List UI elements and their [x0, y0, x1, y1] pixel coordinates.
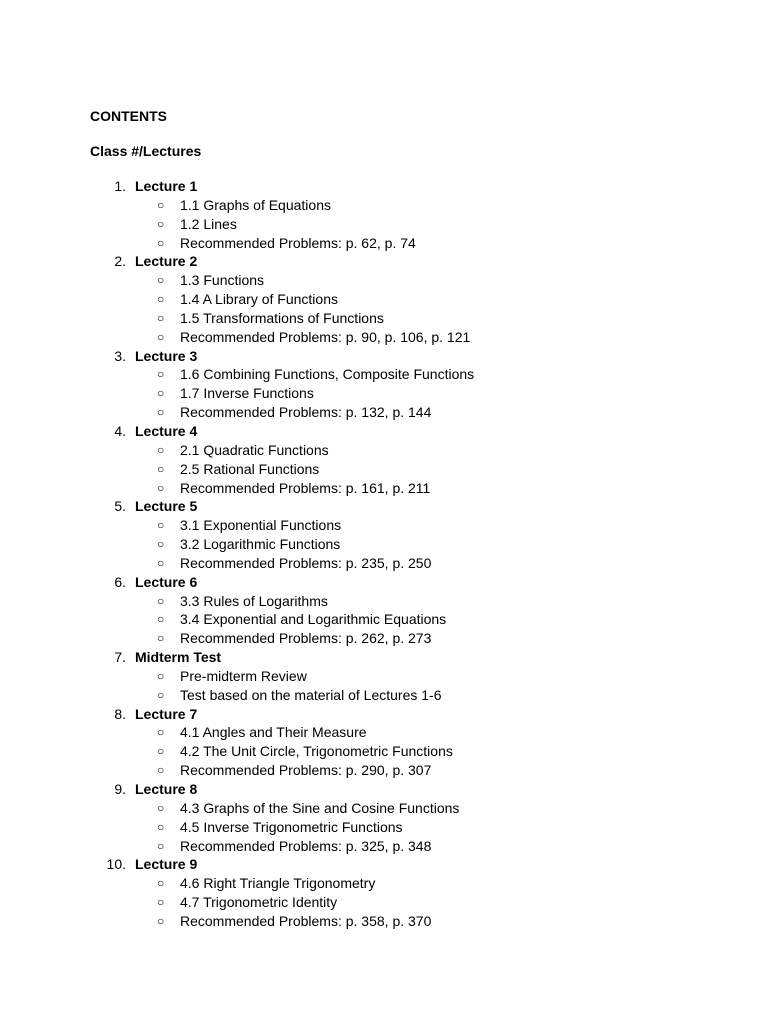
topic-list [90, 516, 730, 573]
topic-text: Recommended Problems: p. 358, p. 370 [180, 912, 432, 929]
lecture-title: Lecture 1 [135, 178, 198, 194]
hollow-circle-bullet-icon: ○ [157, 800, 165, 815]
topic-text: 3.3 Rules of Logarithms [180, 592, 328, 609]
topic-text: 1.6 Combining Functions, Composite Functions [180, 366, 475, 383]
topic-text: 1.5 Transformations of Functions [180, 309, 384, 326]
topic-text: 1.4 A Library of Functions [180, 291, 338, 308]
hollow-circle-bullet-icon: ○ [157, 235, 165, 250]
lecture-number: 2. [114, 253, 126, 270]
topic-item [90, 799, 730, 818]
topic-item [90, 837, 730, 856]
hollow-circle-bullet-icon: ○ [157, 668, 165, 683]
lecture-number: 7. [114, 649, 126, 666]
topic-text: 1.7 Inverse Functions [180, 385, 314, 402]
hollow-circle-bullet-icon: ○ [157, 593, 165, 608]
topic-item [90, 610, 730, 629]
hollow-circle-bullet-icon: ○ [157, 744, 165, 759]
lecture-title: Lecture 9 [135, 856, 198, 873]
hollow-circle-bullet-icon: ○ [157, 518, 165, 533]
topic-item [90, 686, 730, 705]
hollow-circle-bullet-icon: ○ [157, 913, 165, 928]
topic-text: 3.1 Exponential Functions [180, 517, 342, 534]
topic-item [90, 629, 730, 648]
lecture-title: Lecture 3 [135, 347, 198, 364]
hollow-circle-bullet-icon: ○ [157, 461, 165, 476]
topic-text: 4.2 The Unit Circle, Trigonometric Functions [180, 743, 453, 760]
topic-text: 4.5 Inverse Trigonometric Functions [180, 818, 403, 835]
topic-item [90, 516, 730, 535]
topic-text: 3.4 Exponential and Logarithmic Equations [180, 611, 447, 628]
topic-text: Pre-midterm Review [180, 667, 307, 684]
lecture-item [90, 855, 730, 930]
lecture-title: Lecture 5 [135, 498, 198, 515]
lecture-item [90, 573, 730, 648]
topic-list [90, 365, 730, 422]
hollow-circle-bullet-icon: ○ [157, 537, 165, 552]
lecture-number: 10. [106, 856, 126, 873]
page-title: CONTENTS [90, 108, 167, 124]
topic-text: Recommended Problems: p. 161, p. 211 [180, 479, 431, 496]
topic-item [90, 479, 730, 498]
topic-item [90, 384, 730, 403]
topic-item [90, 460, 730, 479]
topic-text: Test based on the material of Lectures 1-6 [180, 686, 442, 703]
topic-text: 1.3 Functions [180, 272, 265, 289]
lecture-number: 5. [114, 498, 126, 515]
topic-item [90, 554, 730, 573]
topic-text: Recommended Problems: p. 235, p. 250 [180, 554, 432, 571]
lecture-number: 3. [114, 347, 126, 364]
topic-item [90, 309, 730, 328]
hollow-circle-bullet-icon: ○ [157, 329, 165, 344]
topic-item [90, 403, 730, 422]
topic-text: Recommended Problems: p. 325, p. 348 [180, 837, 432, 854]
lecture-title: Lecture 4 [135, 422, 198, 439]
hollow-circle-bullet-icon: ○ [157, 197, 165, 212]
topic-list [90, 271, 730, 346]
hollow-circle-bullet-icon: ○ [157, 631, 165, 646]
topic-item [90, 365, 730, 384]
topic-text: Recommended Problems: p. 290, p. 307 [180, 762, 432, 779]
lecture-number: 1. [114, 178, 126, 194]
topic-item [90, 893, 730, 912]
topic-list [90, 667, 730, 705]
hollow-circle-bullet-icon: ○ [157, 819, 165, 834]
topic-text: 4.6 Right Triangle Trigonometry [180, 875, 376, 892]
topic-item [90, 271, 730, 290]
lecture-number: 6. [114, 573, 126, 590]
lecture-title: Lecture 7 [135, 705, 198, 722]
topic-text: 2.1 Quadratic Functions [180, 441, 329, 458]
topic-item [90, 667, 730, 686]
lecture-item [90, 780, 730, 855]
topic-list [90, 723, 730, 780]
topic-item [90, 874, 730, 893]
hollow-circle-bullet-icon: ○ [157, 687, 165, 702]
lecture-title: Lecture 6 [135, 573, 198, 590]
topic-text: 4.3 Graphs of the Sine and Cosine Functions [180, 799, 460, 816]
topic-item [90, 328, 730, 347]
hollow-circle-bullet-icon: ○ [157, 555, 165, 570]
topic-list [90, 196, 730, 253]
lecture-item [90, 422, 730, 497]
topic-text: Recommended Problems: p. 62, p. 74 [180, 234, 416, 251]
hollow-circle-bullet-icon: ○ [157, 405, 165, 420]
topic-item [90, 535, 730, 554]
hollow-circle-bullet-icon: ○ [157, 725, 165, 740]
topic-item [90, 761, 730, 780]
lecture-item [90, 177, 730, 252]
hollow-circle-bullet-icon: ○ [157, 838, 165, 853]
hollow-circle-bullet-icon: ○ [157, 273, 165, 288]
topic-item [90, 592, 730, 611]
hollow-circle-bullet-icon: ○ [157, 480, 165, 495]
lecture-item [90, 347, 730, 422]
hollow-circle-bullet-icon: ○ [157, 612, 165, 627]
topic-list [90, 592, 730, 649]
lecture-title: Midterm Test [135, 649, 222, 666]
topic-list [90, 799, 730, 856]
topic-text: 3.2 Logarithmic Functions [180, 536, 341, 553]
topic-text: 1.1 Graphs of Equations [180, 196, 331, 213]
topic-item [90, 234, 730, 253]
hollow-circle-bullet-icon: ○ [157, 292, 165, 307]
section-subtitle: Class #/Lectures [90, 143, 202, 159]
topic-item [90, 215, 730, 234]
topic-item [90, 290, 730, 309]
hollow-circle-bullet-icon: ○ [157, 386, 165, 401]
topic-item [90, 196, 730, 215]
document-page [90, 108, 730, 947]
hollow-circle-bullet-icon: ○ [157, 876, 165, 891]
topic-text: Recommended Problems: p. 262, p. 273 [180, 630, 432, 647]
lecture-item [90, 252, 730, 346]
topic-item [90, 742, 730, 761]
lecture-number: 8. [114, 705, 126, 722]
hollow-circle-bullet-icon: ○ [157, 442, 165, 457]
topic-item [90, 723, 730, 742]
topic-item [90, 818, 730, 837]
lecture-item [90, 648, 730, 705]
topic-item [90, 441, 730, 460]
lecture-title: Lecture 8 [135, 781, 198, 797]
lecture-number: 9. [114, 781, 126, 797]
topic-item [90, 912, 730, 931]
topic-text: 4.7 Trigonometric Identity [180, 894, 338, 911]
lecture-list [90, 177, 730, 931]
hollow-circle-bullet-icon: ○ [157, 895, 165, 910]
lecture-title: Lecture 2 [135, 253, 198, 270]
topic-text: 4.1 Angles and Their Measure [180, 724, 367, 741]
topic-list [90, 874, 730, 931]
lecture-item [90, 497, 730, 572]
hollow-circle-bullet-icon: ○ [157, 310, 165, 325]
lecture-number: 4. [114, 422, 126, 439]
topic-text: Recommended Problems: p. 90, p. 106, p. 121 [180, 328, 471, 345]
hollow-circle-bullet-icon: ○ [157, 216, 165, 231]
topic-text: 1.2 Lines [180, 215, 237, 232]
topic-list [90, 441, 730, 498]
hollow-circle-bullet-icon: ○ [157, 763, 165, 778]
topic-text: Recommended Problems: p. 132, p. 144 [180, 404, 432, 421]
lecture-item [90, 705, 730, 780]
hollow-circle-bullet-icon: ○ [157, 367, 165, 382]
topic-text: 2.5 Rational Functions [180, 460, 320, 477]
